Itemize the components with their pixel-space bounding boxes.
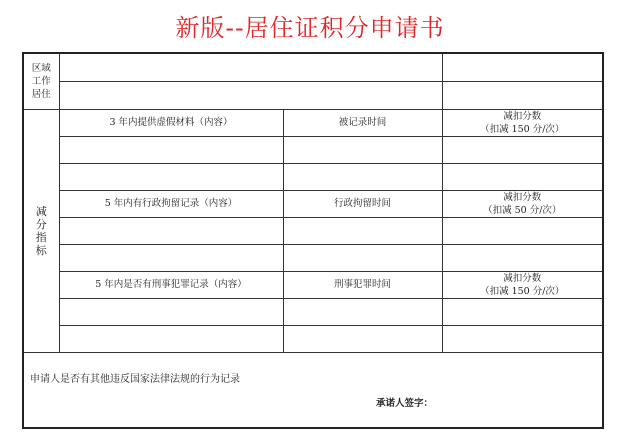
signature-label: 承诺人签字： (376, 397, 434, 409)
criminal-time-header: 刑事犯罪时间 (283, 271, 442, 298)
deduction-label-char-4: 标 (35, 243, 47, 257)
detention-points-field-2[interactable] (442, 244, 603, 271)
points-label: 减扣分数 (503, 272, 542, 284)
criminal-points-field-2[interactable] (442, 325, 603, 352)
false-material-time-field-1[interactable] (283, 136, 442, 163)
points-rule: （扣减 150 分/次） (480, 123, 565, 135)
deduction-side-label (23, 109, 59, 352)
form-title: 新版--居住证积分申请书 (175, 14, 445, 42)
false-material-points-field-1[interactable] (442, 136, 603, 163)
criminal-time-field-2[interactable] (283, 325, 442, 352)
detention-content-field-2[interactable] (59, 244, 283, 271)
points-label: 减扣分数 (503, 191, 542, 203)
points-label: 减扣分数 (503, 110, 542, 122)
deduction-label-char-1: 减 (35, 204, 47, 218)
area-field-2[interactable] (59, 81, 442, 109)
criminal-content-field-2[interactable] (59, 325, 283, 352)
area-field-1[interactable] (59, 53, 442, 81)
criminal-points-field-1[interactable] (442, 298, 603, 325)
detention-points-field-1[interactable] (442, 217, 603, 244)
criminal-content-header: 5 年内是否有刑事犯罪记录（内容） (59, 271, 283, 298)
false-material-time-field-2[interactable] (283, 163, 442, 190)
false-material-time-header: 被记录时间 (283, 109, 442, 136)
deduction-label-char-3: 指 (35, 230, 47, 244)
detention-content-header: 5 年内有行政拘留记录（内容） (59, 190, 283, 217)
criminal-points-header (442, 271, 603, 298)
area-label-cell (23, 53, 59, 109)
application-form-table (22, 52, 604, 429)
false-material-content-field-1[interactable] (59, 136, 283, 163)
other-violations-question: 申请人是否有其他违反国家法律法规的行为记录 (30, 373, 240, 385)
points-rule: （扣减 150 分/次） (480, 285, 565, 297)
points-rule: （扣减 50 分/次） (483, 204, 562, 216)
false-material-points-field-2[interactable] (442, 163, 603, 190)
detention-points-header (442, 190, 603, 217)
detention-time-field-1[interactable] (283, 217, 442, 244)
false-material-points-header (442, 109, 603, 136)
area-label-line-2: 工作 (31, 75, 51, 87)
detention-content-field-1[interactable] (59, 217, 283, 244)
criminal-content-field-1[interactable] (59, 298, 283, 325)
criminal-time-field-1[interactable] (283, 298, 442, 325)
deduction-label-char-2: 分 (35, 217, 47, 231)
other-violations-section[interactable] (23, 352, 603, 428)
false-material-content-field-2[interactable] (59, 163, 283, 190)
area-field-2-extra[interactable] (442, 81, 603, 109)
area-field-1-extra[interactable] (442, 53, 603, 81)
area-label-line-3: 居住 (31, 88, 51, 100)
false-material-content-header: 3 年内提供虚假材料（内容） (59, 109, 283, 136)
detention-time-header: 行政拘留时间 (283, 190, 442, 217)
area-label-line-1: 区域 (31, 62, 51, 74)
detention-time-field-2[interactable] (283, 244, 442, 271)
